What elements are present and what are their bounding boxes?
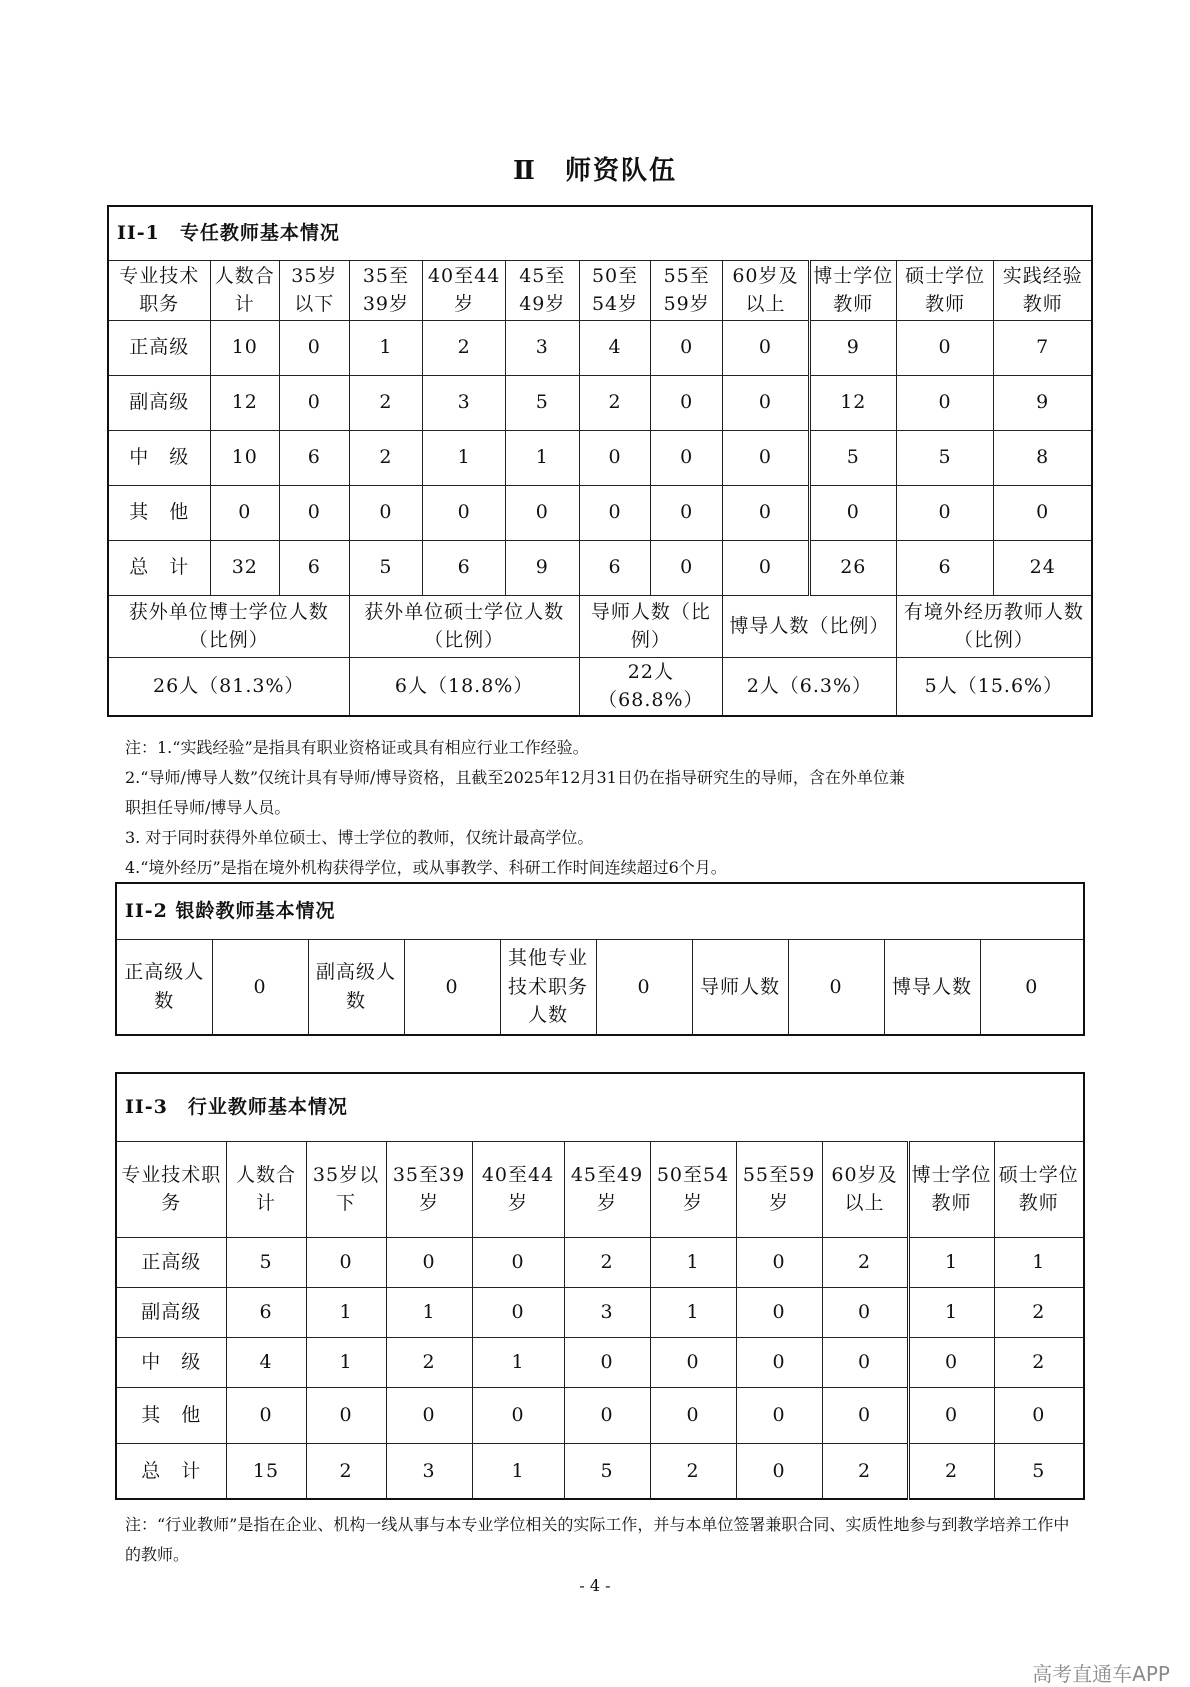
header-cell: 45至49岁 xyxy=(505,260,579,320)
label-cell: 正高级人数 xyxy=(116,939,212,1035)
header-cell: 硕士学位教师 xyxy=(994,1141,1084,1237)
cell: 1 xyxy=(306,1287,386,1337)
cell: 1 xyxy=(505,430,579,485)
cell: 12 xyxy=(809,375,896,430)
cell: 0 xyxy=(306,1237,386,1287)
cell: 0 xyxy=(736,1387,822,1443)
cell: 0 xyxy=(505,485,579,540)
cell: 3 xyxy=(564,1287,650,1337)
row-label: 正高级 xyxy=(108,320,210,375)
note-line: 3. 对于同时获得外单位硕士、博士学位的教师，仅统计最高学位。 xyxy=(125,828,594,847)
cell: 0 xyxy=(472,1287,564,1337)
cell: 5 xyxy=(564,1443,650,1499)
cell: 24 xyxy=(994,540,1092,595)
cell: 0 xyxy=(723,430,810,485)
cell: 5 xyxy=(896,430,994,485)
watermark: 高考直通车APP xyxy=(1032,1662,1170,1686)
row-label: 其 他 xyxy=(108,485,210,540)
cell: 0 xyxy=(280,320,349,375)
row-label: 副高级 xyxy=(108,375,210,430)
cell: 1 xyxy=(908,1287,994,1337)
table-row xyxy=(108,375,1092,430)
cell: 0 xyxy=(896,485,994,540)
summary-header: 有境外经历教师人数（比例） xyxy=(896,595,1092,657)
table-full-time-teachers xyxy=(107,205,1093,717)
cell: 0 xyxy=(994,485,1092,540)
table-row xyxy=(108,430,1092,485)
cell: 6 xyxy=(423,540,506,595)
cell: 5 xyxy=(226,1237,306,1287)
row-label: 副高级 xyxy=(116,1287,226,1337)
note-line: 注：1.“实践经验”是指具有职业资格证或具有相应行业工作经验。 xyxy=(125,738,589,757)
cell: 0 xyxy=(423,485,506,540)
table-row xyxy=(116,939,1084,1035)
summary-value-row xyxy=(108,657,1092,716)
cell: 0 xyxy=(809,485,896,540)
cell: 0 xyxy=(723,485,810,540)
header-cell: 55至59岁 xyxy=(651,260,723,320)
row-label: 中 级 xyxy=(116,1337,226,1387)
cell: 0 xyxy=(579,430,651,485)
cell: 10 xyxy=(210,320,279,375)
header-cell: 40至44岁 xyxy=(472,1141,564,1237)
value-cell: 0 xyxy=(404,939,500,1035)
cell: 1 xyxy=(386,1287,472,1337)
cell: 2 xyxy=(994,1337,1084,1387)
table-silver-age-teachers xyxy=(115,882,1085,1036)
label-cell: 博导人数 xyxy=(884,939,980,1035)
cell: 3 xyxy=(505,320,579,375)
row-label: 正高级 xyxy=(116,1237,226,1287)
cell: 5 xyxy=(505,375,579,430)
cell: 2 xyxy=(386,1337,472,1387)
header-cell: 50至54岁 xyxy=(579,260,651,320)
cell: 1 xyxy=(650,1237,736,1287)
value-cell: 0 xyxy=(212,939,308,1035)
cell: 2 xyxy=(349,430,423,485)
section-title-ii-2: II-2 银龄教师基本情况 xyxy=(116,883,1084,939)
page-number: - 4 - xyxy=(579,1576,611,1595)
cell: 0 xyxy=(736,1237,822,1287)
cell: 0 xyxy=(651,430,723,485)
header-cell: 硕士学位教师 xyxy=(896,260,994,320)
table-row xyxy=(116,1237,1084,1287)
cell: 0 xyxy=(736,1287,822,1337)
cell: 0 xyxy=(280,485,349,540)
cell: 0 xyxy=(472,1237,564,1287)
header-cell: 人数合计 xyxy=(210,260,279,320)
cell: 0 xyxy=(896,375,994,430)
cell: 2 xyxy=(822,1237,908,1287)
summary-header: 获外单位硕士学位人数（比例） xyxy=(349,595,579,657)
cell: 0 xyxy=(651,320,723,375)
header-cell: 55至59岁 xyxy=(736,1141,822,1237)
cell: 0 xyxy=(650,1337,736,1387)
cell: 4 xyxy=(579,320,651,375)
cell: 0 xyxy=(908,1387,994,1443)
cell: 4 xyxy=(226,1337,306,1387)
cell: 0 xyxy=(994,1387,1084,1443)
header-cell: 60岁及以上 xyxy=(822,1141,908,1237)
header-cell: 专业技术职务 xyxy=(108,260,210,320)
cell: 6 xyxy=(280,540,349,595)
cell: 5 xyxy=(349,540,423,595)
header-cell: 35岁以下 xyxy=(280,260,349,320)
table-industry-teachers xyxy=(115,1072,1085,1500)
notes-ii-3: 注：“行业教师”是指在企业、机构一线从事与本专业学位相关的实际工作，并与本单位签署兼职合同、实质性地参与到教学培养工作中的教师。 xyxy=(125,1515,1070,1564)
section-title-ii-1: II-1 专任教师基本情况 xyxy=(108,206,1092,260)
cell: 0 xyxy=(386,1237,472,1287)
summary-value: 6人（18.8%） xyxy=(349,657,579,716)
cell: 0 xyxy=(472,1387,564,1443)
cell: 0 xyxy=(579,485,651,540)
value-cell: 0 xyxy=(980,939,1084,1035)
cell: 0 xyxy=(210,485,279,540)
table-row xyxy=(116,1387,1084,1443)
value-cell: 0 xyxy=(596,939,692,1035)
cell: 0 xyxy=(226,1387,306,1443)
cell: 3 xyxy=(386,1443,472,1499)
cell: 0 xyxy=(736,1337,822,1387)
cell: 2 xyxy=(822,1443,908,1499)
cell: 0 xyxy=(723,540,810,595)
cell: 2 xyxy=(423,320,506,375)
cell: 2 xyxy=(349,375,423,430)
header-cell: 60岁及以上 xyxy=(723,260,810,320)
cell: 2 xyxy=(994,1287,1084,1337)
cell: 6 xyxy=(579,540,651,595)
cell: 1 xyxy=(650,1287,736,1337)
cell: 1 xyxy=(994,1237,1084,1287)
header-cell: 50至54岁 xyxy=(650,1141,736,1237)
table-row xyxy=(108,320,1092,375)
cell: 9 xyxy=(809,320,896,375)
header-cell: 35至39岁 xyxy=(349,260,423,320)
cell: 0 xyxy=(651,540,723,595)
cell: 1 xyxy=(472,1337,564,1387)
cell: 8 xyxy=(994,430,1092,485)
header-cell: 博士学位教师 xyxy=(908,1141,994,1237)
cell: 0 xyxy=(908,1337,994,1387)
header-cell: 45至49岁 xyxy=(564,1141,650,1237)
summary-value: 22人（68.8%） xyxy=(579,657,722,716)
cell: 3 xyxy=(423,375,506,430)
row-label: 中 级 xyxy=(108,430,210,485)
cell: 0 xyxy=(564,1337,650,1387)
table-row xyxy=(116,1443,1084,1499)
header-cell: 人数合计 xyxy=(226,1141,306,1237)
note-line: 4.“境外经历”是指在境外机构获得学位，或从事教学、科研工作时间连续超过6个月。 xyxy=(125,858,727,877)
cell: 0 xyxy=(650,1387,736,1443)
note-line: 2.“导师/博导人数”仅统计具有导师/博导资格，且截至2025年12月31日仍在指导研究生的导师，含在外单位兼 xyxy=(125,768,905,787)
cell: 1 xyxy=(908,1237,994,1287)
table-row xyxy=(116,1287,1084,1337)
table-header-row xyxy=(108,260,1092,320)
cell: 0 xyxy=(564,1387,650,1443)
label-cell: 其他专业技术职务人数 xyxy=(500,939,596,1035)
summary-value: 5人（15.6%） xyxy=(896,657,1092,716)
cell: 26 xyxy=(809,540,896,595)
header-cell: 35至39岁 xyxy=(386,1141,472,1237)
summary-value: 2人（6.3%） xyxy=(723,657,897,716)
header-cell: 35岁以下 xyxy=(306,1141,386,1237)
cell: 0 xyxy=(349,485,423,540)
table-row xyxy=(108,485,1092,540)
cell: 5 xyxy=(809,430,896,485)
summary-header: 获外单位博士学位人数（比例） xyxy=(108,595,349,657)
row-label: 其 他 xyxy=(116,1387,226,1443)
cell: 1 xyxy=(306,1337,386,1387)
cell: 2 xyxy=(306,1443,386,1499)
cell: 6 xyxy=(226,1287,306,1337)
cell: 0 xyxy=(822,1387,908,1443)
cell: 0 xyxy=(723,320,810,375)
cell: 9 xyxy=(505,540,579,595)
cell: 2 xyxy=(908,1443,994,1499)
cell: 9 xyxy=(994,375,1092,430)
cell: 6 xyxy=(896,540,994,595)
cell: 0 xyxy=(896,320,994,375)
row-label: 总 计 xyxy=(116,1443,226,1499)
cell: 10 xyxy=(210,430,279,485)
cell: 32 xyxy=(210,540,279,595)
header-cell: 实践经验教师 xyxy=(994,260,1092,320)
cell: 2 xyxy=(564,1237,650,1287)
label-cell: 导师人数 xyxy=(692,939,788,1035)
cell: 0 xyxy=(822,1337,908,1387)
row-label: 总 计 xyxy=(108,540,210,595)
table-row xyxy=(116,1337,1084,1387)
summary-header: 博导人数（比例） xyxy=(723,595,897,657)
cell: 2 xyxy=(579,375,651,430)
cell: 1 xyxy=(349,320,423,375)
page-title: Ⅱ 师资队伍 xyxy=(513,156,677,186)
header-cell: 40至44岁 xyxy=(423,260,506,320)
cell: 0 xyxy=(280,375,349,430)
cell: 0 xyxy=(822,1287,908,1337)
cell: 0 xyxy=(651,485,723,540)
value-cell: 0 xyxy=(788,939,884,1035)
cell: 0 xyxy=(723,375,810,430)
cell: 5 xyxy=(994,1443,1084,1499)
cell: 1 xyxy=(423,430,506,485)
cell: 0 xyxy=(306,1387,386,1443)
header-cell: 博士学位教师 xyxy=(809,260,896,320)
cell: 7 xyxy=(994,320,1092,375)
notes-ii-1 xyxy=(125,733,1085,883)
table-header-row xyxy=(116,1141,1084,1237)
cell: 1 xyxy=(472,1443,564,1499)
header-cell: 专业技术职务 xyxy=(116,1141,226,1237)
table-row xyxy=(108,540,1092,595)
cell: 6 xyxy=(280,430,349,485)
section-title-ii-3: II-3 行业教师基本情况 xyxy=(116,1073,1084,1141)
summary-value: 26人（81.3%） xyxy=(108,657,349,716)
cell: 0 xyxy=(651,375,723,430)
summary-header: 导师人数（比例） xyxy=(579,595,722,657)
note-line: 职担任导师/博导人员。 xyxy=(125,798,291,817)
cell: 0 xyxy=(386,1387,472,1443)
summary-header-row xyxy=(108,595,1092,657)
cell: 12 xyxy=(210,375,279,430)
cell: 2 xyxy=(650,1443,736,1499)
cell: 0 xyxy=(736,1443,822,1499)
label-cell: 副高级人数 xyxy=(308,939,404,1035)
cell: 15 xyxy=(226,1443,306,1499)
